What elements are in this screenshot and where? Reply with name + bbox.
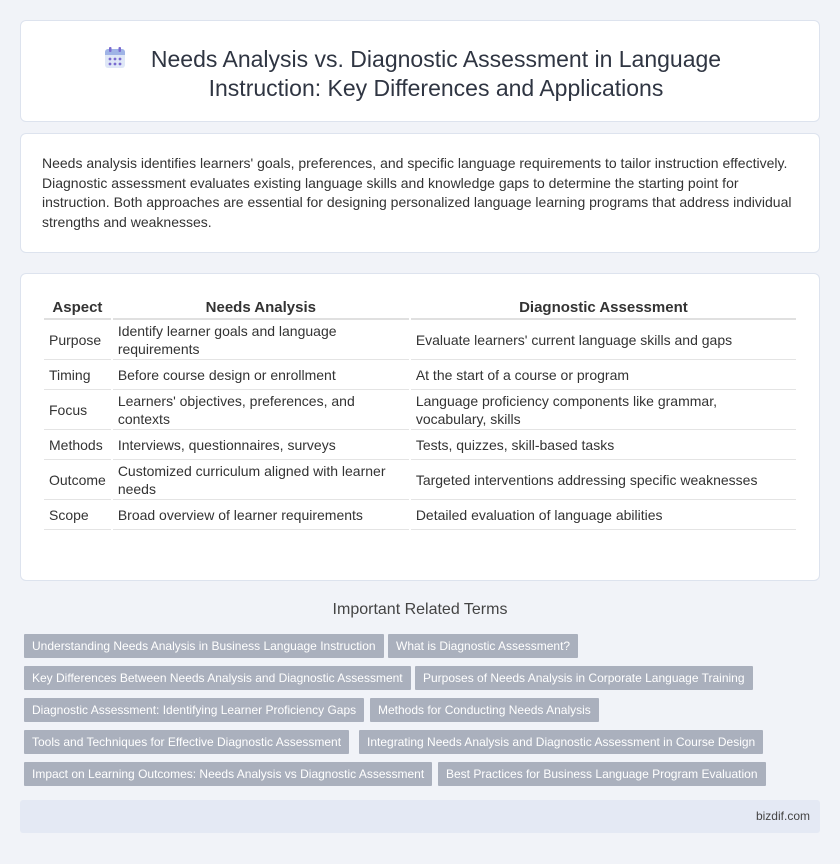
row-diagnostic-assessment: Targeted interventions addressing specific weaknesses <box>411 460 796 500</box>
row-diagnostic-assessment: Language proficiency components like grammar, vocabulary, skills <box>411 390 796 430</box>
table-row <box>44 430 796 460</box>
related-tag-link[interactable]: Purposes of Needs Analysis in Corporate Language Training <box>415 666 753 690</box>
related-tag-link[interactable]: Methods for Conducting Needs Analysis <box>370 698 599 722</box>
page-title: Needs Analysis vs. Diagnostic Assessment in Language Instruction: Key Differences and Applications <box>150 46 722 101</box>
row-needs-analysis: Interviews, questionnaires, surveys <box>113 430 409 460</box>
row-diagnostic-assessment: Tests, quizzes, skill-based tasks <box>411 430 796 460</box>
related-tag-link[interactable]: Diagnostic Assessment: Identifying Learner Proficiency Gaps <box>24 698 364 722</box>
table-row <box>44 500 796 530</box>
row-needs-analysis: Broad overview of learner requirements <box>113 500 409 530</box>
header-aspect: Aspect <box>44 294 111 320</box>
related-terms-title: Important Related Terms <box>332 601 508 618</box>
related-tag-link[interactable]: Integrating Needs Analysis and Diagnostic Assessment in Course Design <box>359 730 763 754</box>
header-needs-analysis: Needs Analysis <box>113 294 409 320</box>
row-aspect: Focus <box>44 390 111 430</box>
row-aspect: Purpose <box>44 320 111 360</box>
table-row <box>44 360 796 390</box>
footer <box>20 800 820 833</box>
table-row <box>44 320 796 360</box>
related-tag-link[interactable]: Tools and Techniques for Effective Diagnostic Assessment <box>24 730 349 754</box>
row-aspect: Methods <box>44 430 111 460</box>
table-row <box>44 460 796 500</box>
footer-site-link[interactable]: bizdif.com <box>755 809 810 823</box>
header-diagnostic-assessment: Diagnostic Assessment <box>411 294 796 320</box>
row-needs-analysis: Identify learner goals and language requirements <box>113 320 409 360</box>
intro-card <box>20 133 820 253</box>
related-tag-link[interactable]: What is Diagnostic Assessment? <box>388 634 578 658</box>
related-tag-link[interactable]: Key Differences Between Needs Analysis and Diagnostic Assessment <box>24 666 411 690</box>
comparison-card <box>20 273 820 581</box>
row-needs-analysis: Customized curriculum aligned with learner needs <box>113 460 409 500</box>
related-tag-link[interactable]: Impact on Learning Outcomes: Needs Analysis vs Diagnostic Assessment <box>24 762 432 786</box>
row-aspect: Scope <box>44 500 111 530</box>
related-tag-link[interactable]: Understanding Needs Analysis in Business Language Instruction <box>24 634 384 658</box>
row-aspect: Timing <box>44 360 111 390</box>
row-diagnostic-assessment: Evaluate learners' current language skills and gaps <box>411 320 796 360</box>
row-aspect: Outcome <box>44 460 111 500</box>
intro-paragraph: Needs analysis identifies learners' goals, preferences, and specific language requirements to tailor instruction effectively. Diagnostic assessment evaluates existing language skills and knowledge gaps to determine the starting point for instruction. Both approaches are essential for designing personalized language learning programs that address individual strengths and weaknesses. <box>42 155 792 230</box>
row-needs-analysis: Before course design or enrollment <box>113 360 409 390</box>
row-diagnostic-assessment: Detailed evaluation of language abilities <box>411 500 796 530</box>
row-diagnostic-assessment: At the start of a course or program <box>411 360 796 390</box>
table-header-row <box>44 294 796 320</box>
row-needs-analysis: Learners' objectives, preferences, and contexts <box>113 390 409 430</box>
table-row <box>44 390 796 430</box>
title-card <box>20 20 820 122</box>
related-tag-link[interactable]: Best Practices for Business Language Program Evaluation <box>438 762 766 786</box>
comparison-table <box>42 294 798 530</box>
